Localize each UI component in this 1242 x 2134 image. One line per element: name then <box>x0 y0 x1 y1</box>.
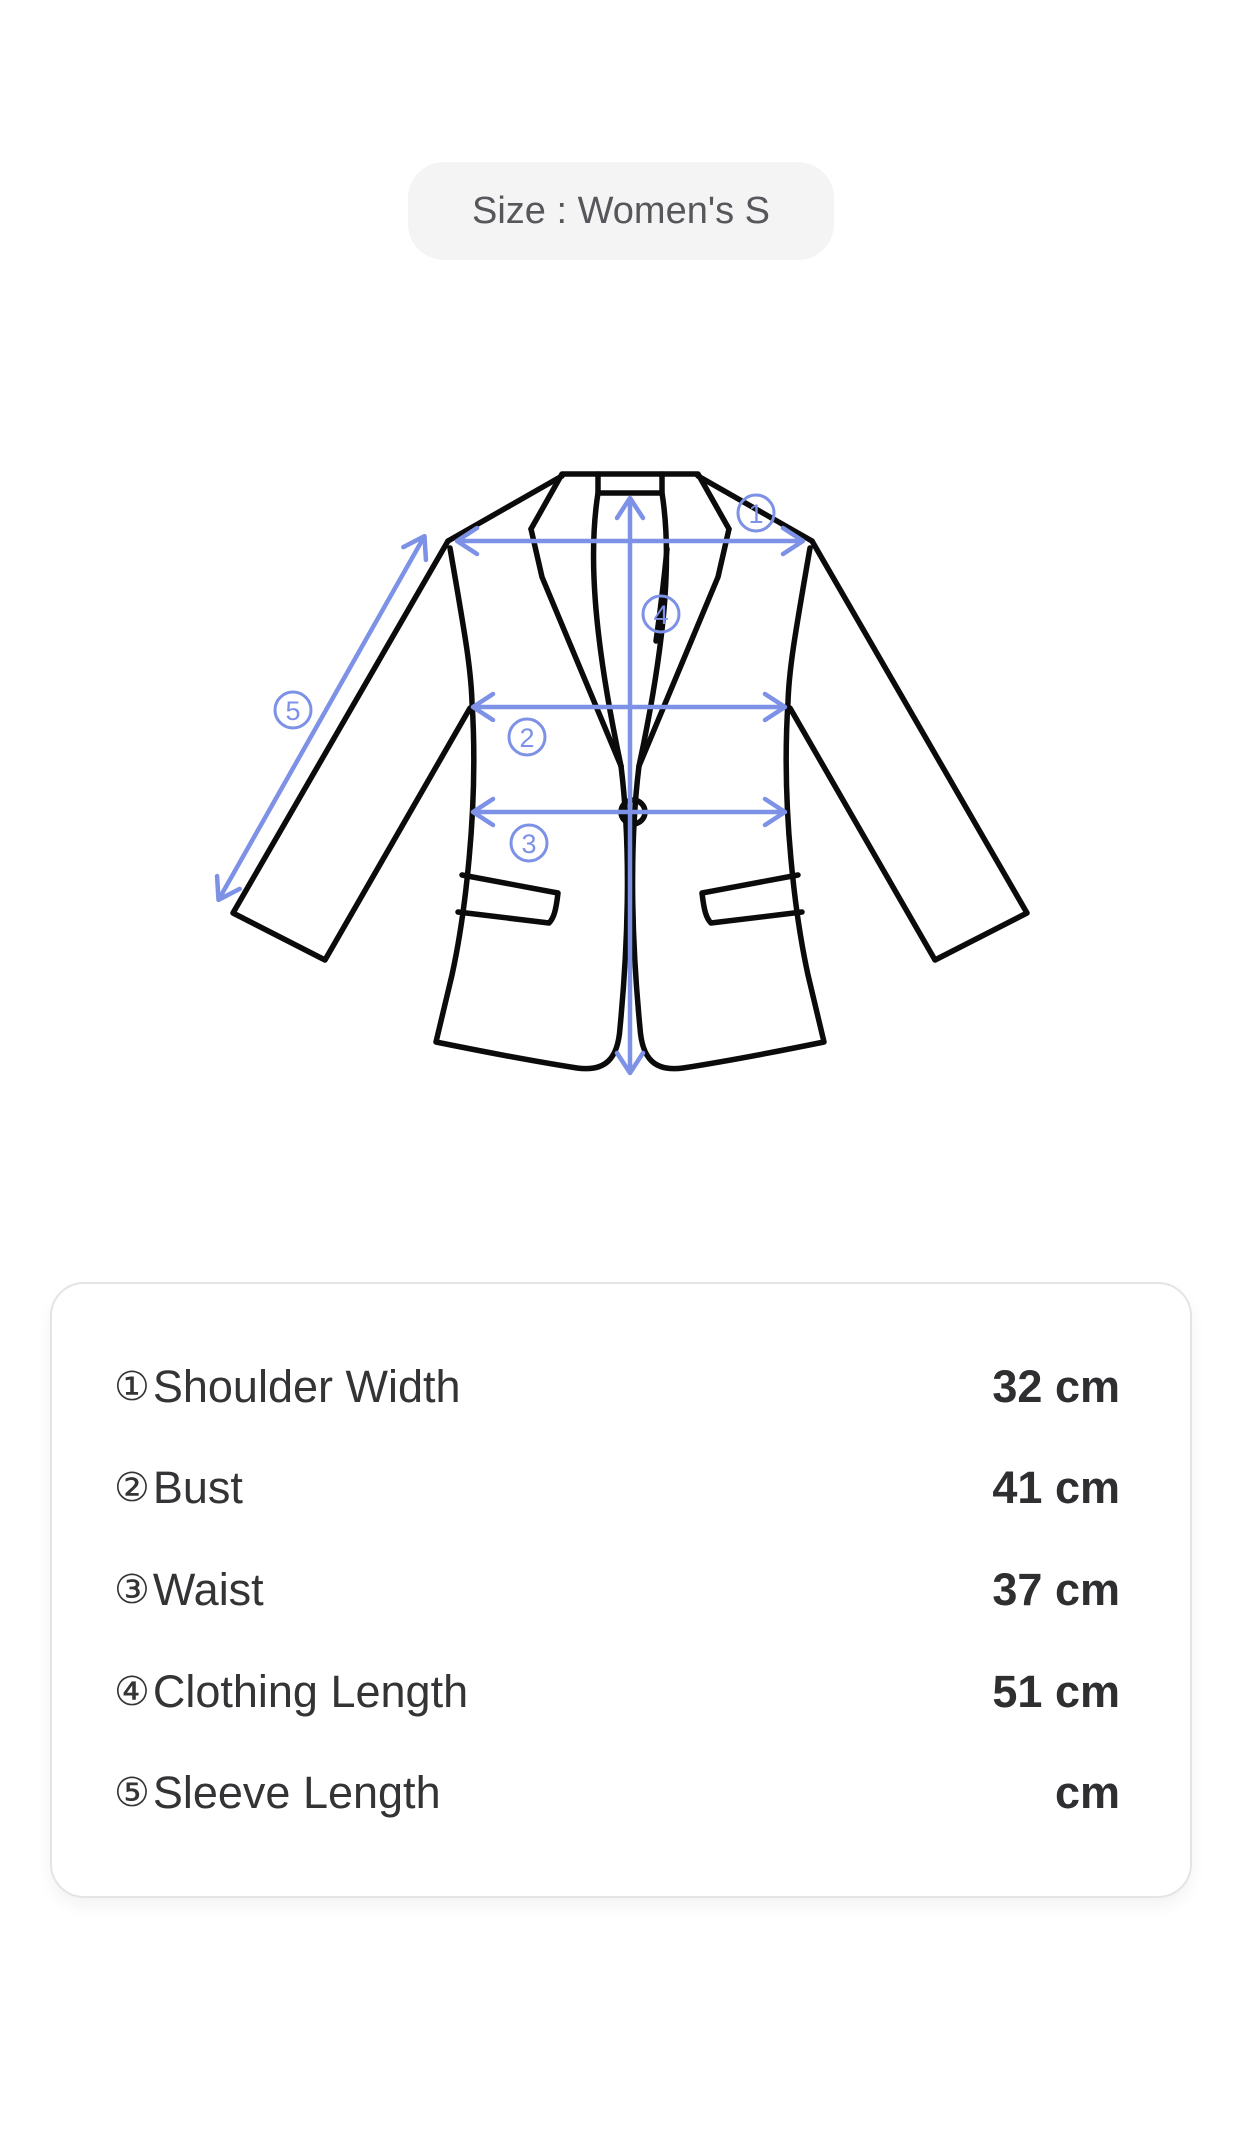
table-row <box>114 1641 1120 1743</box>
measure-value: 32 cm <box>992 1360 1120 1412</box>
measure-label: ④ Clothing Length <box>114 1665 469 1717</box>
callout-3 <box>511 825 547 861</box>
svg-text:2: 2 <box>519 723 535 753</box>
circled-number: ② <box>114 1466 150 1511</box>
svg-text:3: 3 <box>521 829 537 859</box>
measure-label: ① Shoulder Width <box>114 1360 461 1412</box>
table-row <box>114 1742 1120 1844</box>
table-row <box>114 1438 1120 1540</box>
callout-1 <box>738 495 774 531</box>
table-row <box>114 1539 1120 1641</box>
callout-5 <box>275 692 311 728</box>
measure-value: 51 cm <box>992 1665 1120 1717</box>
measurements-card <box>50 1282 1192 1898</box>
circled-number: ⑤ <box>114 1771 150 1816</box>
right-pocket-flap <box>702 875 802 923</box>
jacket-measurement-diagram <box>150 430 1110 1120</box>
measure-value: 41 cm <box>992 1462 1120 1514</box>
svg-text:5: 5 <box>285 696 301 726</box>
right-sleeve <box>790 541 1027 960</box>
table-row <box>114 1336 1120 1438</box>
measure-label: ② Bust <box>114 1462 243 1514</box>
circled-number: ① <box>114 1364 150 1409</box>
diagram-callouts <box>275 495 774 861</box>
measure-value: 37 cm <box>992 1563 1120 1615</box>
left-pocket-flap <box>458 875 558 923</box>
left-sleeve <box>233 541 470 960</box>
size-badge: Size : Women's S <box>408 162 834 260</box>
right-lapel-edge <box>639 529 729 766</box>
callout-4 <box>643 596 679 632</box>
svg-text:1: 1 <box>748 499 764 529</box>
measure-label: ③ Waist <box>114 1563 264 1615</box>
svg-text:4: 4 <box>653 600 669 630</box>
circled-number: ④ <box>114 1669 150 1714</box>
callout-2 <box>509 719 545 755</box>
circled-number: ③ <box>114 1567 150 1612</box>
measure-value: cm <box>1054 1767 1120 1819</box>
measure-label: ⑤ Sleeve Length <box>114 1767 441 1819</box>
left-lapel-roll <box>594 493 621 766</box>
collar-inner <box>598 474 662 493</box>
